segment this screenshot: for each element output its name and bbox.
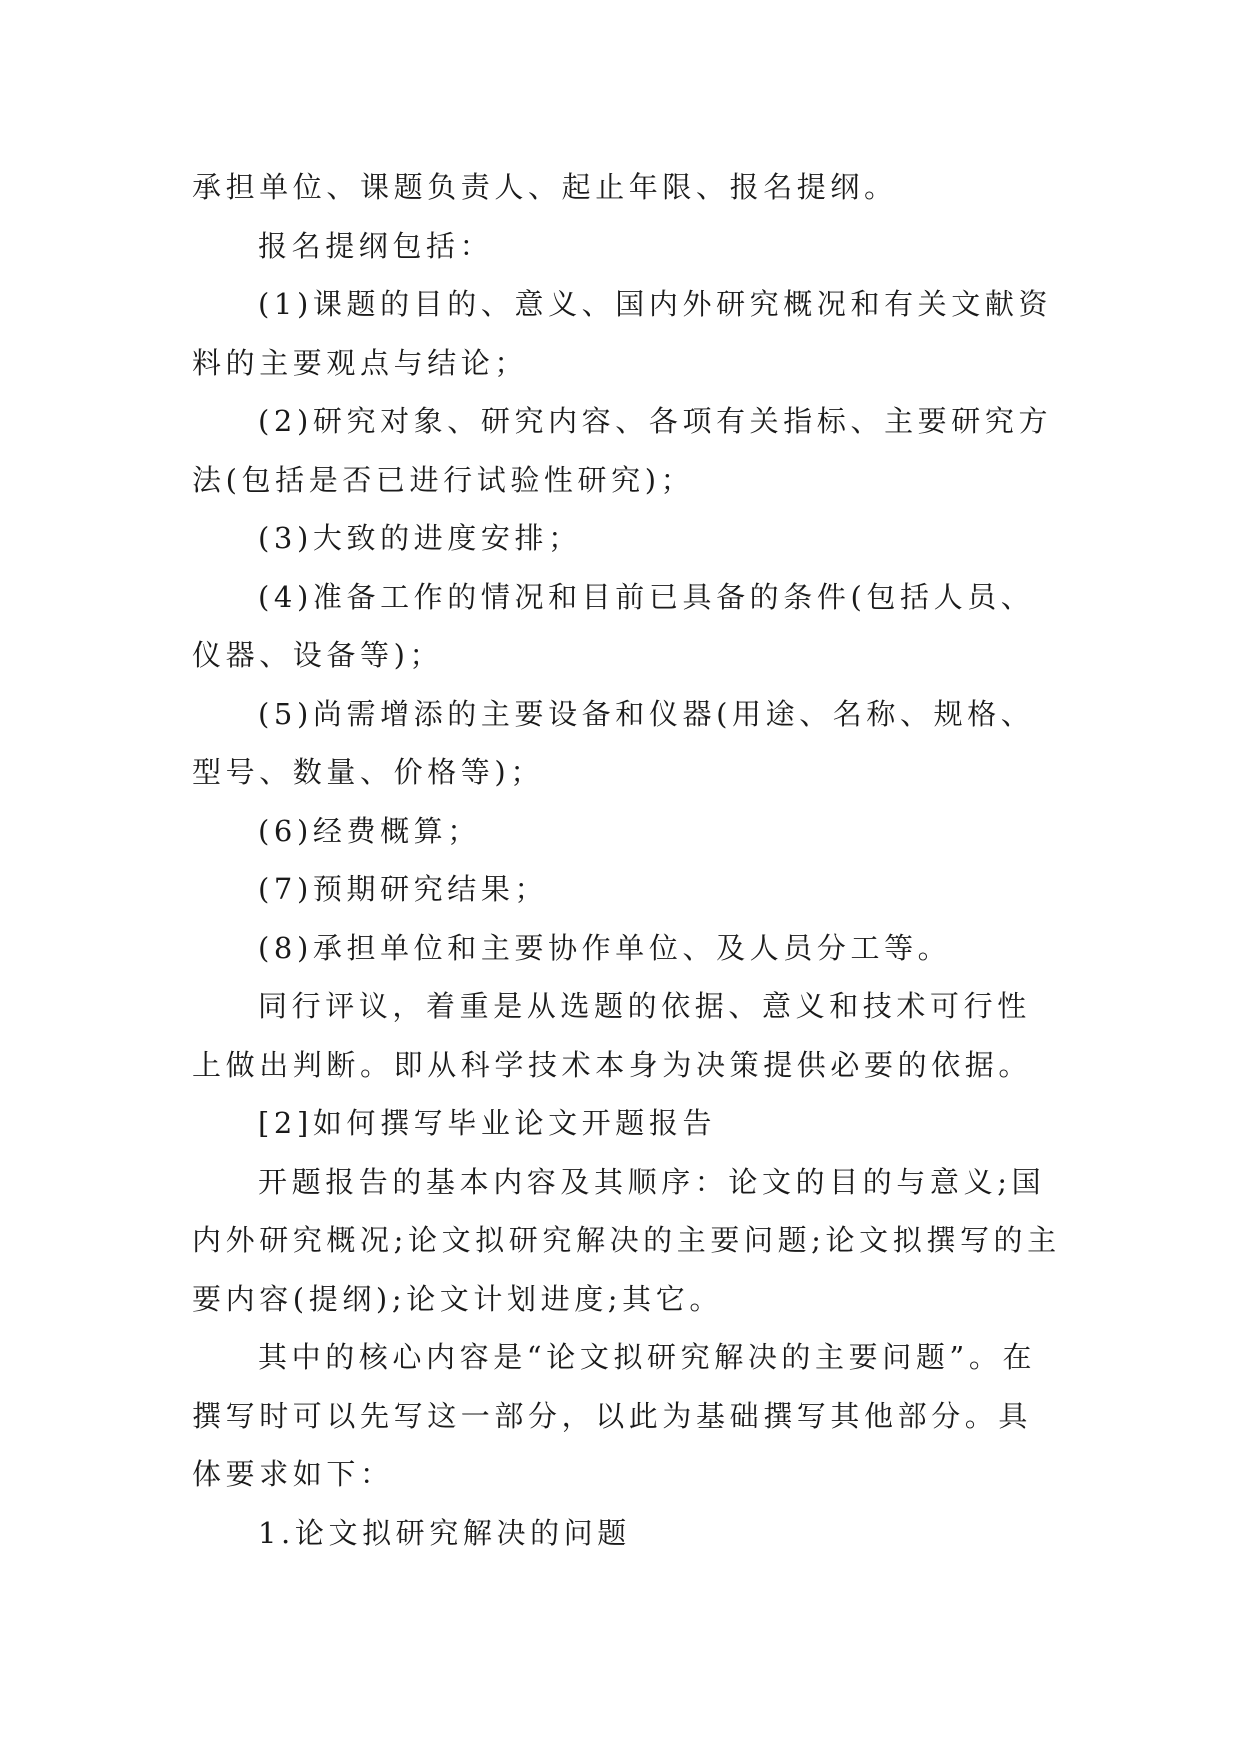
list-item-4: (4)准备工作的情况和目前已具备的条件(包括人员、仪器、设备等)； bbox=[192, 579, 1035, 672]
paragraph-report-contents: 开题报告的基本内容及其顺序：论文的目的与意义;国内外研究概况;论文拟研究解决的主要问题;论文拟撰写的主要内容(提纲);论文计划进度;其它。 bbox=[192, 1164, 1061, 1316]
paragraph-continuation: 承担单位、课题负责人、起止年限、报名提纲。 bbox=[192, 170, 898, 204]
paragraph-peer-review: 同行评议，着重是从选题的依据、意义和技术可行性上做出判断。即从科学技术本身为决策提供必要的依据。 bbox=[192, 989, 1033, 1082]
subsection-heading: 1.论文拟研究解决的问题 bbox=[258, 1515, 631, 1550]
list-item-5: (5)尚需增添的主要设备和仪器(用途、名称、规格、型号、数量、价格等)； bbox=[192, 696, 1035, 789]
paragraph-outline-intro: 报名提纲包括： bbox=[258, 228, 494, 263]
list-item-1: (1)课题的目的、意义、国内外研究概况和有关文献资料的主要观点与结论； bbox=[192, 287, 1053, 380]
section-heading: [2]如何撰写毕业论文开题报告 bbox=[258, 1106, 717, 1140]
list-item-2: (2)研究对象、研究内容、各项有关指标、主要研究方法(包括是否已进行试验性研究)； bbox=[192, 404, 1053, 497]
document-body bbox=[192, 158, 1062, 1562]
paragraph-core-content: 其中的核心内容是“论文拟研究解决的主要问题”。在撰写时可以先写这一部分，以此为基础撰写其他部分。具体要求如下： bbox=[192, 1340, 1037, 1491]
list-item-7: (7)预期研究结果； bbox=[258, 872, 549, 906]
list-item-6: (6)经费概算； bbox=[258, 813, 481, 848]
list-item-8: (8)承担单位和主要协作单位、及人员分工等。 bbox=[258, 930, 952, 965]
list-item-3: (3)大致的进度安排； bbox=[258, 521, 582, 555]
